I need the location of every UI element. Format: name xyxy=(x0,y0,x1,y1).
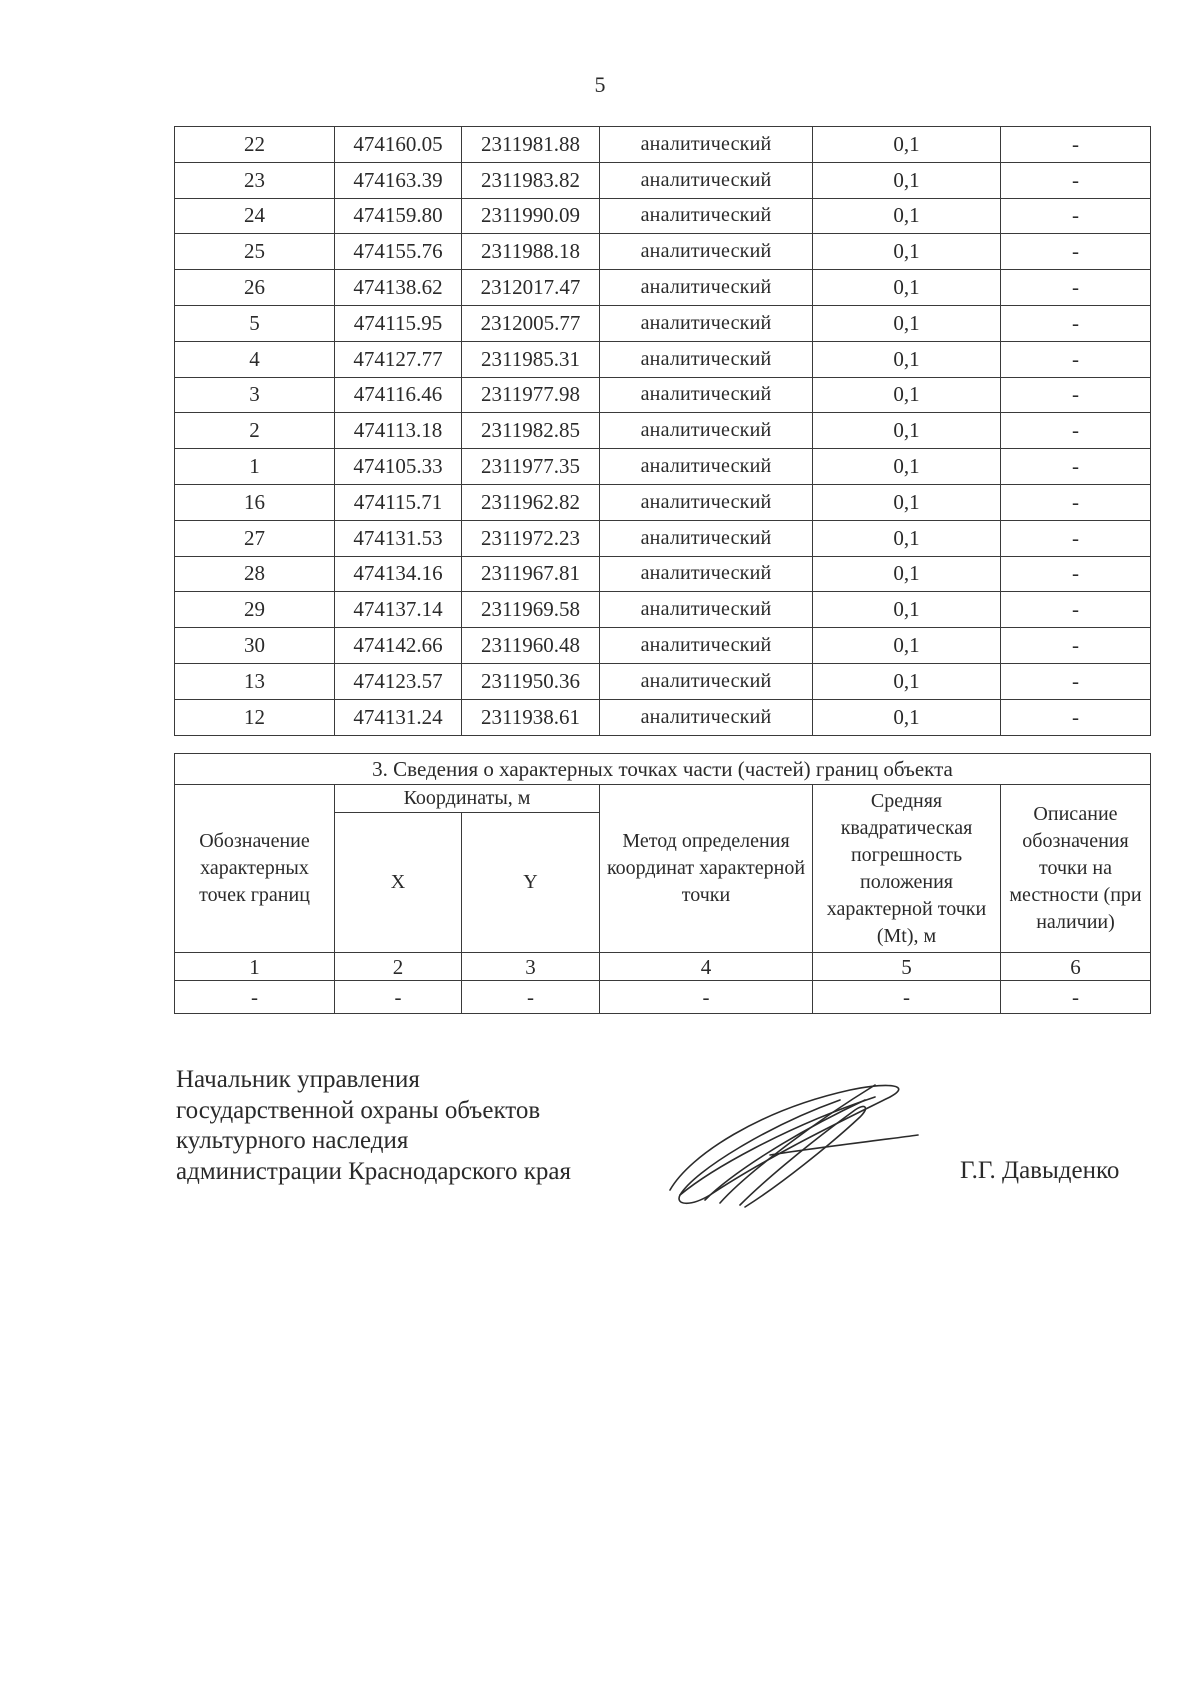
header-x: X xyxy=(335,813,462,953)
method-cell: аналитический xyxy=(600,699,813,735)
header-method: Метод определения координат характерной точки xyxy=(600,785,813,953)
page-number: 5 xyxy=(594,72,606,97)
boundary-points-table xyxy=(174,126,1151,736)
description-cell: - xyxy=(1001,699,1151,735)
coord-y-cell: 2312005.77 xyxy=(462,305,600,341)
mean-error-cell: 0,1 xyxy=(813,198,1001,234)
coord-x-cell: 474131.53 xyxy=(335,520,462,556)
point-id-cell: 23 xyxy=(175,162,335,198)
point-id-cell: 12 xyxy=(175,699,335,735)
point-id-cell: 2 xyxy=(175,413,335,449)
point-id-cell: 27 xyxy=(175,520,335,556)
section3-table xyxy=(174,753,1151,1014)
point-row xyxy=(175,377,1151,413)
position-line: культурного наследия xyxy=(176,1127,409,1154)
mean-error-cell: 0,1 xyxy=(813,663,1001,699)
description-cell: - xyxy=(1001,484,1151,520)
description-cell: - xyxy=(1001,198,1151,234)
coord-x-cell: 474160.05 xyxy=(335,127,462,163)
point-row xyxy=(175,127,1151,163)
column-number: 6 xyxy=(1001,953,1151,981)
column-number-row xyxy=(175,953,1151,981)
column-number: 3 xyxy=(462,953,600,981)
empty-cell: - xyxy=(1001,981,1151,1014)
description-cell: - xyxy=(1001,592,1151,628)
coord-y-cell: 2311977.98 xyxy=(462,377,600,413)
mean-error-cell: 0,1 xyxy=(813,341,1001,377)
position-line: Начальник управления xyxy=(176,1066,420,1093)
coord-y-cell: 2311981.88 xyxy=(462,127,600,163)
position-line: государственной охраны объектов xyxy=(176,1096,541,1124)
empty-cell: - xyxy=(175,981,335,1014)
coord-x-cell: 474137.14 xyxy=(335,592,462,628)
coord-y-cell: 2311938.61 xyxy=(462,699,600,735)
description-cell: - xyxy=(1001,162,1151,198)
method-cell: аналитический xyxy=(600,484,813,520)
mean-error-cell: 0,1 xyxy=(813,520,1001,556)
coord-y-cell: 2311967.81 xyxy=(462,556,600,592)
header-y: Y xyxy=(462,813,600,953)
method-cell: аналитический xyxy=(600,663,813,699)
description-cell: - xyxy=(1001,234,1151,270)
point-row xyxy=(175,234,1151,270)
coord-x-cell: 474116.46 xyxy=(335,377,462,413)
empty-cell: - xyxy=(335,981,462,1014)
empty-cell: - xyxy=(813,981,1001,1014)
point-row xyxy=(175,556,1151,592)
description-cell: - xyxy=(1001,520,1151,556)
coord-x-cell: 474113.18 xyxy=(335,413,462,449)
point-id-cell: 25 xyxy=(175,234,335,270)
header-error: Средняя квадратическая погрешность положения характерной точки (Mt), м xyxy=(813,785,1001,953)
column-number: 4 xyxy=(600,953,813,981)
point-row xyxy=(175,270,1151,306)
method-cell: аналитический xyxy=(600,127,813,163)
mean-error-cell: 0,1 xyxy=(813,449,1001,485)
mean-error-cell: 0,1 xyxy=(813,484,1001,520)
coord-x-cell: 474159.80 xyxy=(335,198,462,234)
column-number: 5 xyxy=(813,953,1001,981)
method-cell: аналитический xyxy=(600,449,813,485)
point-id-cell: 29 xyxy=(175,592,335,628)
coord-x-cell: 474163.39 xyxy=(335,162,462,198)
coord-x-cell: 474123.57 xyxy=(335,663,462,699)
mean-error-cell: 0,1 xyxy=(813,127,1001,163)
coord-y-cell: 2311983.82 xyxy=(462,162,600,198)
mean-error-cell: 0,1 xyxy=(813,162,1001,198)
signer-name: Г.Г. Давыденко xyxy=(960,1157,1120,1184)
description-cell: - xyxy=(1001,377,1151,413)
method-cell: аналитический xyxy=(600,377,813,413)
point-row xyxy=(175,520,1151,556)
signatory-position xyxy=(176,1065,571,1187)
description-cell: - xyxy=(1001,305,1151,341)
coord-y-cell: 2311962.82 xyxy=(462,484,600,520)
point-id-cell: 1 xyxy=(175,449,335,485)
point-id-cell: 3 xyxy=(175,377,335,413)
coord-y-cell: 2311985.31 xyxy=(462,341,600,377)
method-cell: аналитический xyxy=(600,413,813,449)
point-id-cell: 4 xyxy=(175,341,335,377)
mean-error-cell: 0,1 xyxy=(813,305,1001,341)
point-id-cell: 26 xyxy=(175,270,335,306)
point-row xyxy=(175,628,1151,664)
mean-error-cell: 0,1 xyxy=(813,270,1001,306)
coord-y-cell: 2311977.35 xyxy=(462,449,600,485)
coord-y-cell: 2311969.58 xyxy=(462,592,600,628)
description-cell: - xyxy=(1001,449,1151,485)
coord-y-cell: 2311988.18 xyxy=(462,234,600,270)
method-cell: аналитический xyxy=(600,341,813,377)
point-id-cell: 28 xyxy=(175,556,335,592)
point-id-cell: 24 xyxy=(175,198,335,234)
column-number: 1 xyxy=(175,953,335,981)
empty-cell: - xyxy=(462,981,600,1014)
method-cell: аналитический xyxy=(600,198,813,234)
description-cell: - xyxy=(1001,628,1151,664)
header-coordinates: Координаты, м xyxy=(335,785,600,813)
method-cell: аналитический xyxy=(600,628,813,664)
point-row xyxy=(175,699,1151,735)
description-cell: - xyxy=(1001,127,1151,163)
method-cell: аналитический xyxy=(600,592,813,628)
empty-data-row xyxy=(175,981,1151,1014)
mean-error-cell: 0,1 xyxy=(813,592,1001,628)
point-row xyxy=(175,341,1151,377)
mean-error-cell: 0,1 xyxy=(813,628,1001,664)
point-row xyxy=(175,305,1151,341)
mean-error-cell: 0,1 xyxy=(813,556,1001,592)
method-cell: аналитический xyxy=(600,305,813,341)
description-cell: - xyxy=(1001,556,1151,592)
header-designation: Обозначение характерных точек границ xyxy=(175,785,335,953)
point-id-cell: 13 xyxy=(175,663,335,699)
coord-x-cell: 474115.71 xyxy=(335,484,462,520)
coord-y-cell: 2311972.23 xyxy=(462,520,600,556)
header-description: Описание обозначения точки на местности (при наличии) xyxy=(1001,785,1151,953)
coord-x-cell: 474155.76 xyxy=(335,234,462,270)
coord-y-cell: 2311950.36 xyxy=(462,663,600,699)
method-cell: аналитический xyxy=(600,234,813,270)
coord-y-cell: 2311990.09 xyxy=(462,198,600,234)
method-cell: аналитический xyxy=(600,556,813,592)
coord-x-cell: 474127.77 xyxy=(335,341,462,377)
coord-y-cell: 2311960.48 xyxy=(462,628,600,664)
description-cell: - xyxy=(1001,270,1151,306)
mean-error-cell: 0,1 xyxy=(813,377,1001,413)
point-row xyxy=(175,484,1151,520)
column-number: 2 xyxy=(335,953,462,981)
point-id-cell: 30 xyxy=(175,628,335,664)
point-row xyxy=(175,162,1151,198)
point-id-cell: 22 xyxy=(175,127,335,163)
handwritten-signature xyxy=(650,1055,930,1210)
point-row xyxy=(175,449,1151,485)
coord-x-cell: 474105.33 xyxy=(335,449,462,485)
coord-y-cell: 2312017.47 xyxy=(462,270,600,306)
point-row xyxy=(175,592,1151,628)
point-row xyxy=(175,413,1151,449)
description-cell: - xyxy=(1001,341,1151,377)
method-cell: аналитический xyxy=(600,270,813,306)
description-cell: - xyxy=(1001,413,1151,449)
point-row xyxy=(175,198,1151,234)
point-row xyxy=(175,663,1151,699)
section3-title: 3. Сведения о характерных точках части (частей) границ объекта xyxy=(175,754,1151,785)
position-line: администрации Краснодарского края xyxy=(176,1157,572,1185)
coord-x-cell: 474138.62 xyxy=(335,270,462,306)
point-id-cell: 5 xyxy=(175,305,335,341)
method-cell: аналитический xyxy=(600,162,813,198)
coord-x-cell: 474131.24 xyxy=(335,699,462,735)
mean-error-cell: 0,1 xyxy=(813,413,1001,449)
empty-cell: - xyxy=(600,981,813,1014)
point-id-cell: 16 xyxy=(175,484,335,520)
coord-x-cell: 474142.66 xyxy=(335,628,462,664)
mean-error-cell: 0,1 xyxy=(813,234,1001,270)
coord-x-cell: 474115.95 xyxy=(335,305,462,341)
coord-y-cell: 2311982.85 xyxy=(462,413,600,449)
description-cell: - xyxy=(1001,663,1151,699)
mean-error-cell: 0,1 xyxy=(813,699,1001,735)
coord-x-cell: 474134.16 xyxy=(335,556,462,592)
method-cell: аналитический xyxy=(600,520,813,556)
